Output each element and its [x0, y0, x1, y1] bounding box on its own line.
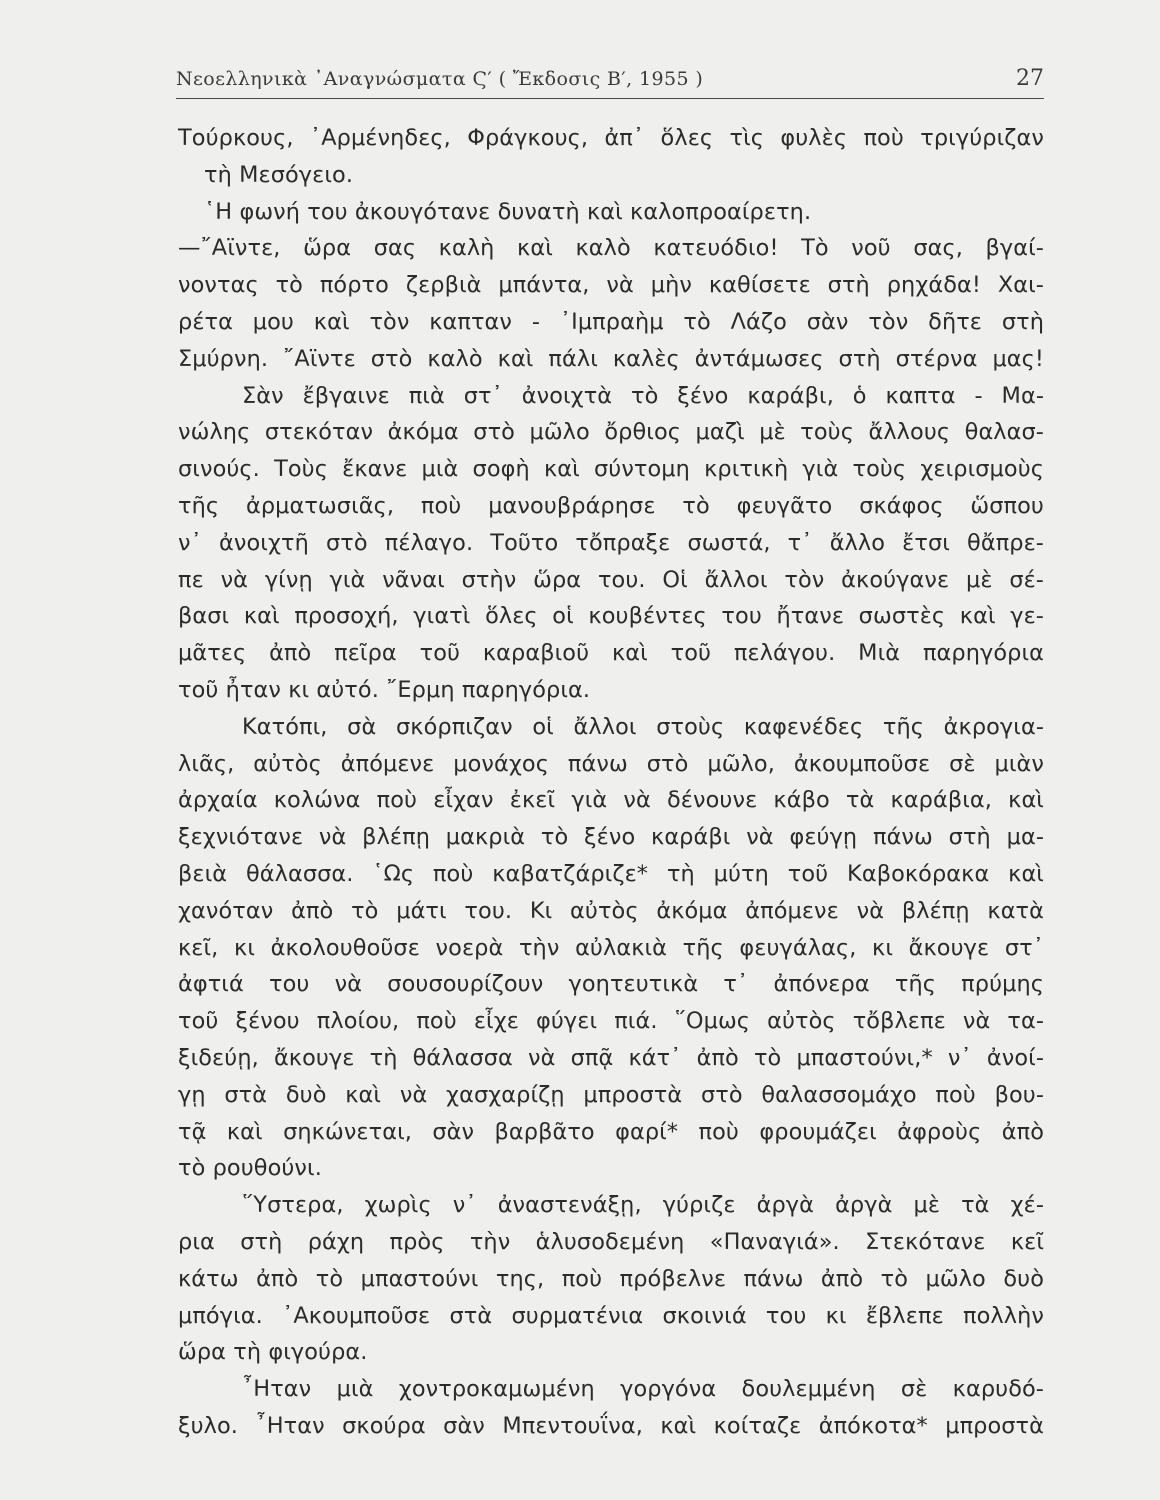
text-line: νώλης στεκόταν ἀκόμα στὸ μῶλο ὄρθιος μαζὶ μὲ τοὺς ἄλλους θαλασ-	[178, 419, 1044, 446]
text-line: Τούρκους, ᾿Αρμένηδες, Φράγκους, ἀπ᾿ ὅλες τὶς φυλὲς ποὺ τριγύριζαν	[178, 125, 1044, 151]
text-line: τοῦ ξένου πλοίου, ποὺ εἶχε φύγει πιά. ῞Ομως αὐτὸς τὄβλεπε νὰ τα-	[178, 1008, 1044, 1035]
text-line: βειὰ θάλασσα. ῾Ως ποὺ καβατζάριζε* τὴ μύτη τοῦ Καβοκόρακα καὶ	[178, 860, 1044, 887]
text-line: τᾷ καὶ σηκώνεται, σὰν βαρβᾶτο φαρί* ποὺ φρουμάζει ἀφροὺς ἀπὸ	[178, 1118, 1044, 1145]
text-line: μᾶτες ἀπὸ πεῖρα τοῦ καραβιοῦ καὶ τοῦ πελάγου. Μιὰ παρηγόρια	[178, 640, 1044, 667]
body-text	[178, 120, 1044, 1445]
text-line: ῞Υστερα, χωρὶς ν᾿ ἀναστενάξῃ, γύριζε ἀργὰ ἀργὰ μὲ τὰ χέ-	[242, 1192, 1044, 1219]
text-line: ξιδεύῃ, ἄκουγε τὴ θάλασσα νὰ σπᾷ κάτ᾿ ἀπὸ τὸ μπαστούνι,* ν᾿ ἀνοί-	[178, 1044, 1044, 1071]
text-line: τὴ Μεσόγειο.	[204, 161, 354, 188]
text-line: γῃ στὰ δυὸ καὶ νὰ χασχαρίζῃ μπροστὰ στὸ θαλασσομάχο ποὺ βου-	[178, 1081, 1044, 1108]
text-line: ὥρα τὴ φιγούρα.	[178, 1339, 368, 1366]
text-line: ἀρχαία κολώνα ποὺ εἶχαν ἐκεῖ γιὰ νὰ δένουνε κάβο τὰ καράβια, καὶ	[178, 787, 1044, 814]
text-line: ρέτα μου καὶ τὸν καπταν - ᾿Ιμπραὴμ τὸ Λάζο σὰν τὸν δῆτε στὴ	[178, 308, 1044, 335]
text-line: ῾Η φωνή του ἀκουγότανε δυνατὴ καὶ καλοπροαίρετη.	[204, 198, 812, 225]
text-line: βασι καὶ προσοχή, γιατὶ ὅλες οἱ κουβέντες του ἤτανε σωστὲς καὶ γε-	[178, 603, 1044, 630]
page-header	[176, 64, 1044, 99]
text-line: ἀφτιά του νὰ σουσουρίζουν γοητευτικὰ τ᾿ ἀπόνερα τῆς πρύμης	[178, 971, 1044, 998]
text-line: σινούς. Τοὺς ἔκανε μιὰ σοφὴ καὶ σύντομη κριτικὴ γιὰ τοὺς χειρισμοὺς	[178, 456, 1044, 483]
text-line: κεῖ, κι ἀκολουθοῦσε νοερὰ τὴν αὐλακιὰ τῆς φευγάλας, κι ἄκουγε στ᾿	[178, 934, 1044, 961]
page-number: 27	[1016, 66, 1044, 91]
text-line: ν᾿ ἀνοιχτῆ στὸ πέλαγο. Τοῦτο τὄπραξε σωστά, τ᾿ ἄλλο ἔτσι θἄπρε-	[178, 529, 1044, 556]
running-head: Νεοελληνικὰ ᾿Αναγνώσματα Ϛ′ ( Ἔκδοσις Β′, 1955 )	[176, 68, 704, 90]
text-line: χανόταν ἀπὸ τὸ μάτι του. Κι αὐτὸς ἀκόμα ἀπόμενε νὰ βλέπῃ κατὰ	[178, 897, 1044, 924]
text-line: μπόγια. ᾿Ακουμποῦσε στὰ συρματένια σκοινιά του κι ἔβλεπε πολλὴν	[178, 1302, 1044, 1329]
text-line: Σὰν ἔβγαινε πιὰ στ᾿ ἀνοιχτὰ τὸ ξένο καράβι, ὁ καπτα - Μα-	[242, 382, 1044, 409]
text-line: ξεχνιότανε νὰ βλέπῃ μακριὰ τὸ ξένο καράβι νὰ φεύγῃ πάνω στὴ μα-	[178, 824, 1044, 851]
text-line: —῎Αϊντε, ὥρα σας καλὴ καὶ καλὸ κατευόδιο! Τὸ νοῦ σας, βγαί-	[178, 235, 1044, 262]
text-line: ῏Ηταν μιὰ χοντροκαμωμένη γοργόνα δουλεμμένη σὲ καρυδό-	[242, 1376, 1044, 1403]
text-line: κάτω ἀπὸ τὸ μπαστούνι της, ποὺ πρόβελνε πάνω ἀπὸ τὸ μῶλο δυὸ	[178, 1265, 1044, 1292]
text-line: πε νὰ γίνῃ γιὰ νᾶναι στὴν ὥρα του. Οἱ ἄλλοι τὸν ἀκούγανε μὲ σέ-	[178, 566, 1044, 593]
text-line: τῆς ἀρματωσιᾶς, ποὺ μανουβράρησε τὸ φευγᾶτο σκάφος ὥσπου	[178, 492, 1044, 519]
text-line: λιᾶς, αὐτὸς ἀπόμενε μονάχος πάνω στὸ μῶλο, ἀκουμποῦσε σὲ μιὰν	[178, 750, 1044, 777]
text-line: Σμύρνη. ῎Αϊντε στὸ καλὸ καὶ πάλι καλὲς ἀντάμωσες στὴ στέρνα μας!	[178, 345, 1044, 372]
text-line: Κατόπι, σὰ σκόρπιζαν οἱ ἄλλοι στοὺς καφενέδες τῆς ἀκρογια-	[242, 713, 1044, 740]
text-line: ρια στὴ ράχη πρὸς τὴν ἁλυσοδεμένη «Παναγιά». Στεκότανε κεῖ	[178, 1228, 1044, 1255]
text-line: τὸ ρουθούνι.	[178, 1155, 322, 1182]
text-line: νοντας τὸ πόρτο ζερβιὰ μπάντα, νὰ μὴν καθίσετε στὴ ρηχάδα! Χαι-	[178, 272, 1044, 299]
text-line: ξυλο. ῏Ηταν σκούρα σὰν Μπεντουΐνα, καὶ κοίταζε ἀπόκοτα* μπροστὰ	[178, 1412, 1044, 1439]
text-line: τοῦ ἦταν κι αὐτό. ῎Ερμη παρηγόρια.	[178, 676, 591, 703]
